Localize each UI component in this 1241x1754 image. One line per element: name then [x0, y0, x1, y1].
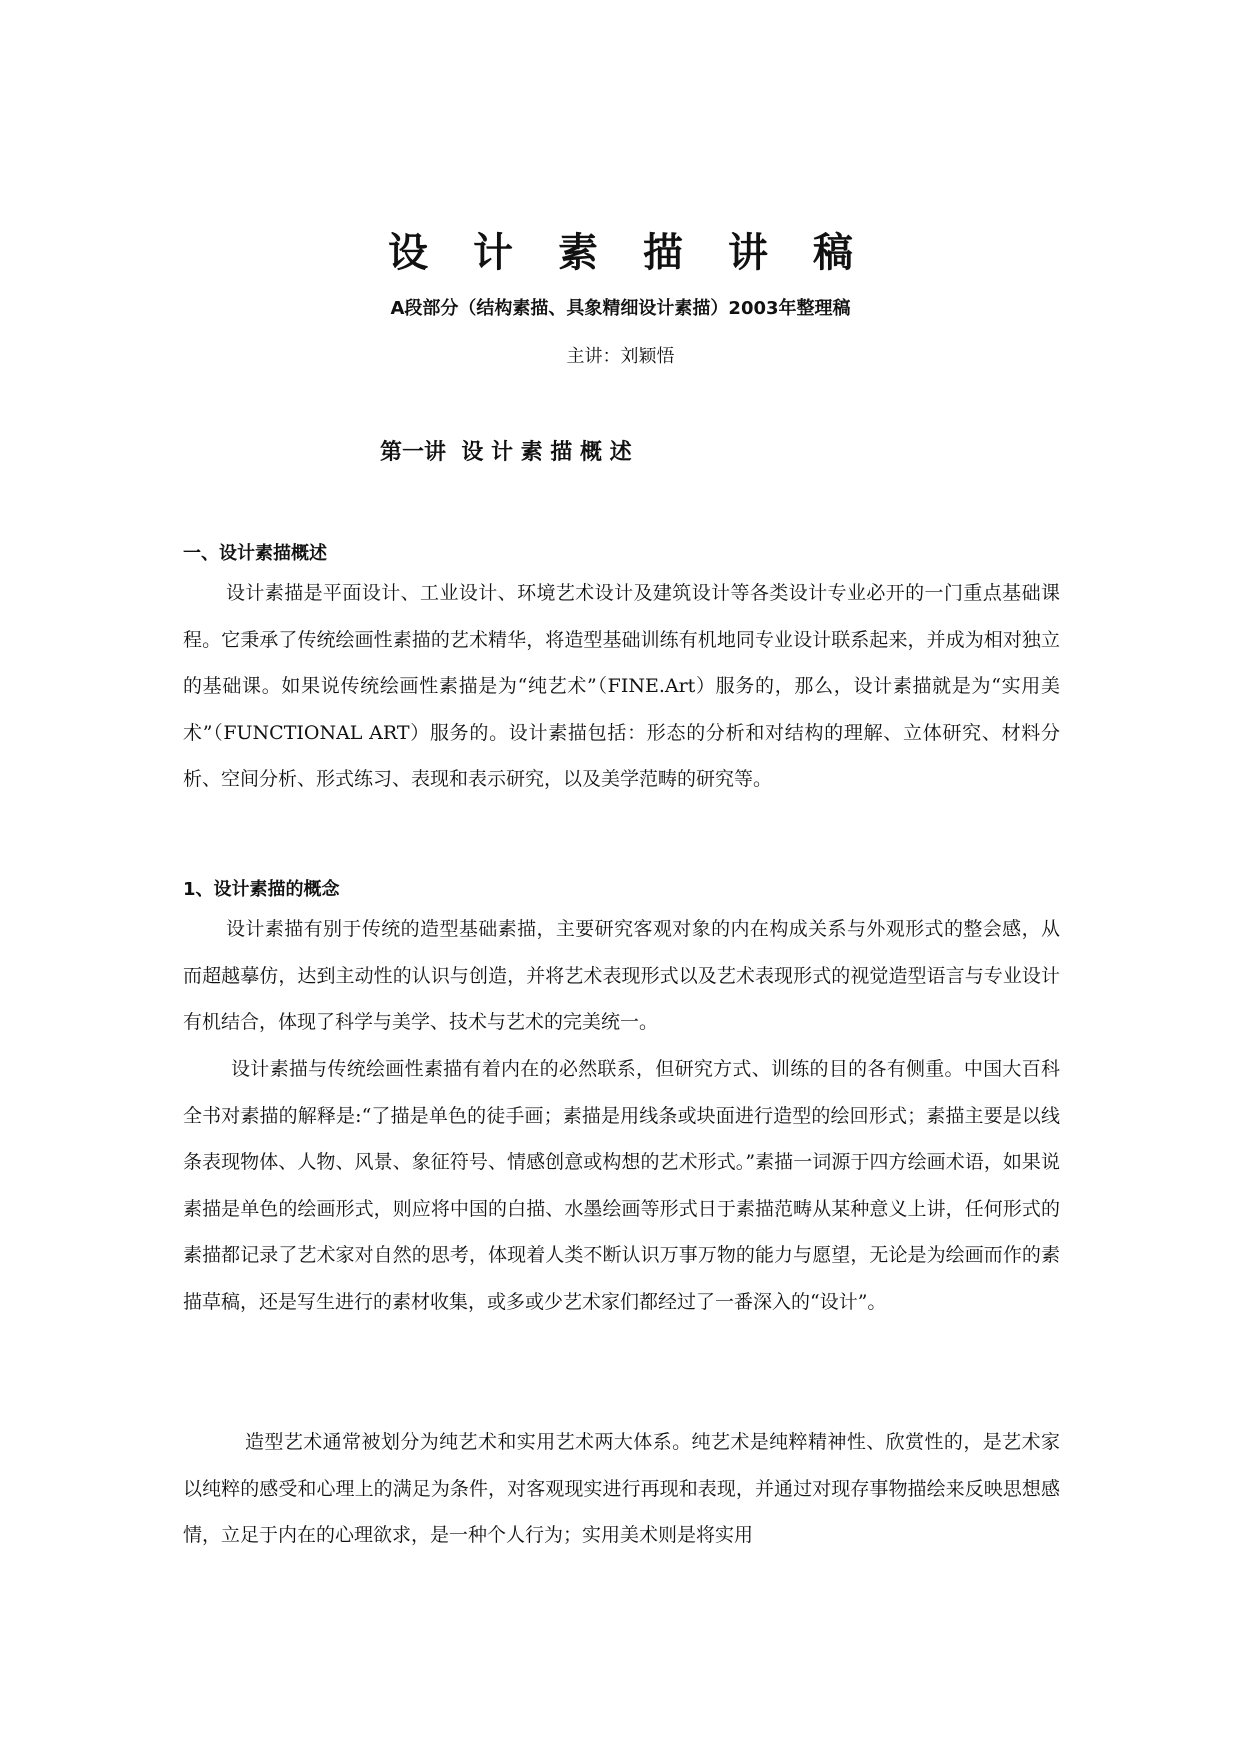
paragraph-concept-1: 设计素描有别于传统的造型基础素描，主要研究客观对象的内在构成关系与外观形式的整会感，从而超越摹仿，达到主动性的认识与创造，并将艺术表现形式以及艺术表现形式的视觉造型语言与专业设计有机结合，体现了科学与美学、技术与艺术的完美统一。	[183, 918, 1060, 1034]
document-subtitle: A段部分（结构素描、具象精细设计素描）2003年整理稿	[390, 298, 851, 319]
section-heading-concept: 1、设计素描的概念	[183, 879, 340, 900]
paragraph-concept-3: 造型艺术通常被划分为纯艺术和实用艺术两大体系。纯艺术是纯粹精神性、欣赏性的，是艺术家以纯粹的感受和心理上的满足为条件，对客观现实进行再现和表现，并通过对现存事物描绘来反映思想感情，立足于内在的心理欲求，是一种个人行为；实用美术则是将实用	[183, 1431, 1060, 1547]
lecture-title: 第一讲 设 计 素 描 概 述	[380, 440, 632, 465]
document-title: 设计素描讲稿	[388, 230, 898, 276]
paragraph-overview: 设计素描是平面设计、工业设计、环境艺术设计及建筑设计等各类设计专业必开的一门重点基础课程。它秉承了传统绘画性素描的艺术精华，将造型基础训练有机地同专业设计联系起来，并成为相对独立的基础课。如果说传统绘画性素描是为“纯艺术”（FINE.Art）服务的，那么，设计素描就是为“实用美术”（FUNCTIONAL ART）服务的。设计素描包括：形态的分析和对结构的理解、立体研究、材料分析、空间分析、形式练习、表现和表示研究，以及美学范畴的研究等。	[183, 582, 1060, 791]
section-heading-overview: 一、设计素描概述	[183, 543, 327, 564]
lecturer-line: 主讲：刘颖悟	[566, 346, 675, 367]
paragraph-concept-2: 设计素描与传统绘画性素描有着内在的必然联系，但研究方式、训练的目的各有侧重。中国大百科全书对素描的解释是:“了描是单色的徒手画；素描是用线条或块面进行造型的绘回形式；素描主要是以线条表现物体、人物、风景、象征符号、情感创意或构想的艺术形式。”素描一词源于四方绘画术语，如果说素描是单色的绘画形式，则应将中国的白描、水墨绘画等形式日于素描范畴从某种意义上讲，任何形式的素描都记录了艺术家对自然的思考，体现着人类不断认识万事万物的能力与愿望，无论是为绘画而作的素描草稿，还是写生进行的素材收集，或多或少艺术家们都经过了一番深入的“设计”。	[183, 1058, 1060, 1313]
